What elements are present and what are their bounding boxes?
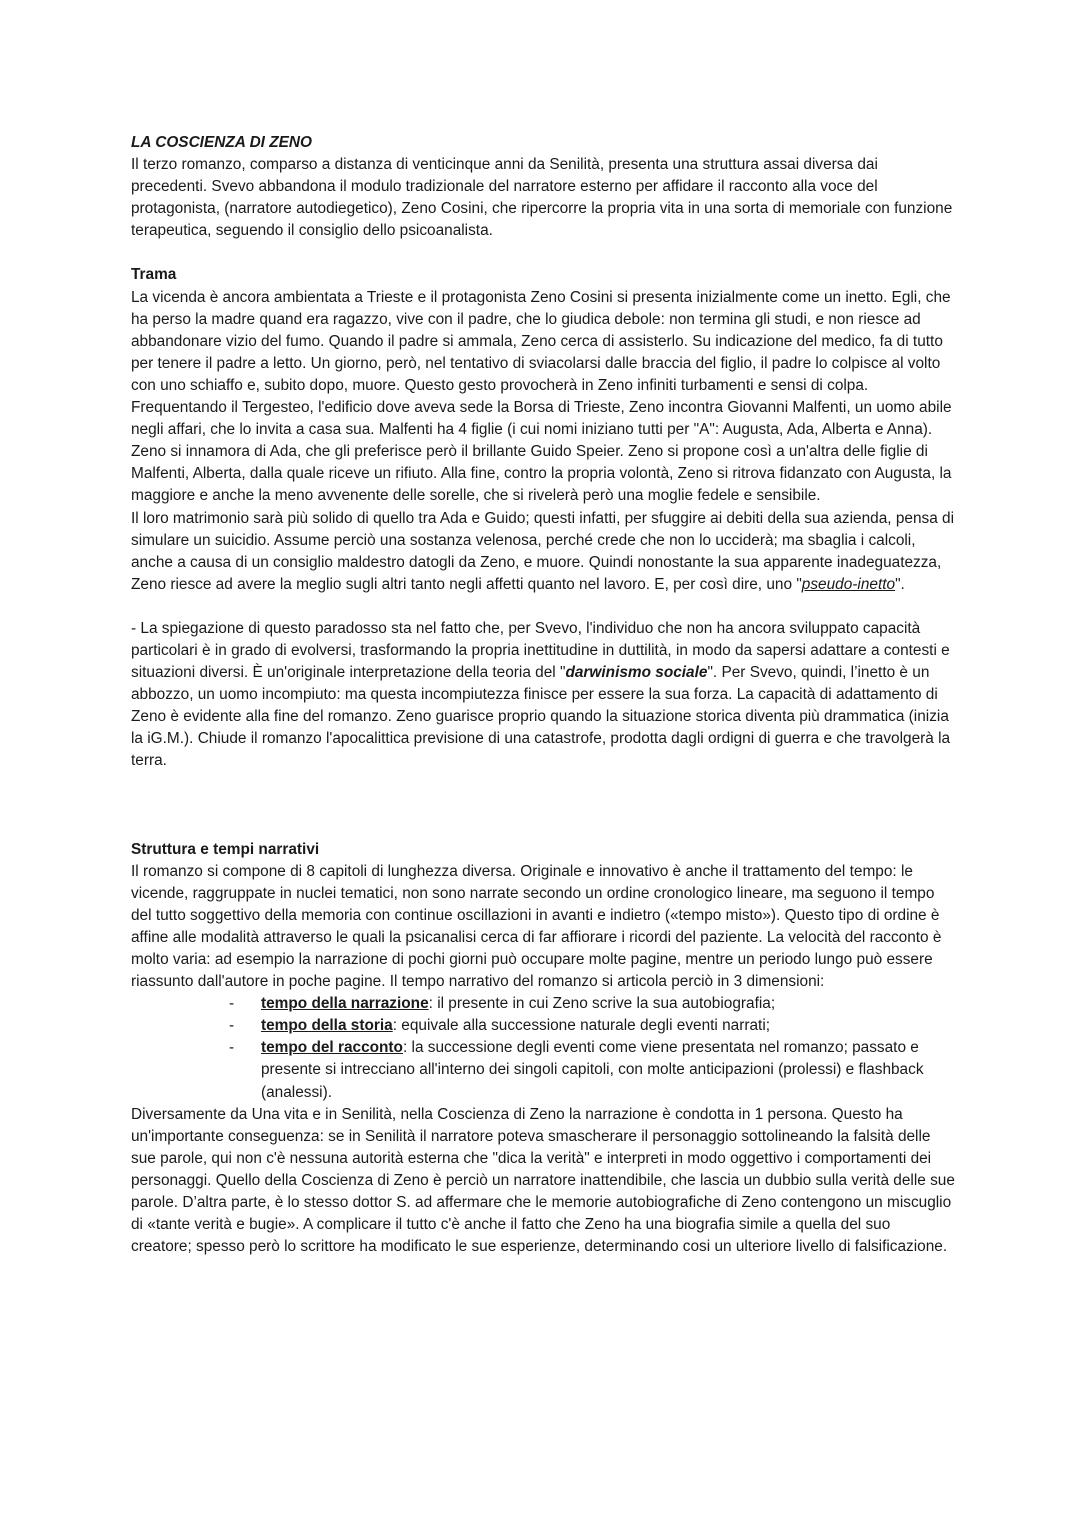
struttura-paragraph-1: Il romanzo si compone di 8 capitoli di lunghezza diversa. Originale e innovativo è anche il trattamento del tempo: le vicende, raggruppate in nuclei tematici, non sono narrate secondo un ordine cronologico lineare, ma seguono il tempo del tutto soggettivo della memoria con continue oscillazioni in avanti e indietro («tempo misto»). Questo tipo di ordine è affine alle modalità attraverso le quali la psicanalisi cerca di far affiorare i ricordi del paziente. La velocità del racconto è molto varia: ad esempio la narrazione di pochi giorni può occupare molte pagine, mentre un periodo lungo può essere riassunto dall'autore in poche pagine. Il tempo narrativo del romanzo si articola perciò in 3 dimensioni: xyxy=(131,862,942,991)
struttura-paragraph-2: Diversamente da Una vita e in Senilità, nella Coscienza di Zeno la narrazione è condotta in 1 persona. Questo ha un'importante conseguenza: se in Senilità il narratore poteva smascherare il personaggio sottolineando la falsità delle sue parole, qui non c'è nessuna autorità esterna che "dica la verità" e interpreti in modo oggettivo i comportamenti dei personaggi. Quello della Coscienza di Zeno è perciò un narratore inattendibile, che lascia un dubbio sulla verità delle sue parole. D’altra parte, è lo stesso dottor S. ad affermare che le memorie autobiografiche di Zeno contengono un miscuglio di «tante verità e bugie». A complicare il tutto c'è anche il fatto che Zeno ha una biografia simile a quella del suo creatore; spesso però lo scrittore ha modificato le sue esperienze, determinando cosi un ulteriore livello di falsificazione. xyxy=(131,1105,955,1256)
emphasis-text: Ada xyxy=(269,443,297,461)
dash-bullet: - xyxy=(229,995,235,1013)
emphasis-text: Guido Speier xyxy=(530,443,620,461)
list-text: : la successione degli eventi come viene presentata nel romanzo; passato e presente si intrecciano all'interno dei singoli capitoli, con molte anticipazioni (prolessi) e flashback (analessi). xyxy=(261,1039,924,1101)
list-text: : equivale alla successione naturale degli eventi narrati; xyxy=(392,1017,771,1035)
list-term: tempo della storia xyxy=(261,1017,393,1035)
dash-bullet: - xyxy=(229,1017,235,1035)
list-item xyxy=(229,1015,955,1037)
trama-paragraph-3: - La spiegazione di questo paradosso sta nel fatto che, per Svevo, l'individuo che non ha ancora sviluppato capacità particolari è in grado di evolversi, trasformando la propria inettitudine in duttilità, in modo da sapersi adattare a contesti e situazioni diversi. È un'originale interpretazione della teoria del "darwinismo sociale". Per Svevo, quindi, l’inetto è un abbozzo, un uomo incompiuto: ma questa incompiutezza finisce per essere la sua forza. La capacità di adattamento di Zeno è evidente alla fine del romanzo. Zeno guarisce proprio quando la situazione storica diventa più drammatica (inizia la iG.M.). Chiude il romanzo l'apocalittica previsione di una catastrofe, prodotta dagli ordigni di guerra e che travolgerà la terra. xyxy=(131,619,951,770)
emphasis-text: Alberta xyxy=(192,465,242,483)
tempi-list xyxy=(131,993,955,1103)
emphasis-text: Zeno Cosini xyxy=(401,200,484,218)
section-heading-trama: Trama xyxy=(131,266,177,284)
emphasis-text: Augusta xyxy=(874,465,931,483)
list-item xyxy=(229,993,955,1015)
list-term: tempo della narrazione xyxy=(261,995,429,1013)
dash-bullet: - xyxy=(229,1039,235,1057)
document-title: LA COSCIENZA DI ZENO xyxy=(131,134,312,151)
list-item xyxy=(229,1037,955,1103)
document-page xyxy=(131,132,955,1258)
trama-paragraph-1: La vicenda è ancora ambientata a Trieste e il protagonista Zeno Cosini si presenta inizialmente come un inetto. Egli, che ha perso la madre quand era ragazzo, vive con il padre, che lo giudica debole: non termina gli studi, e non riesce ad abbandonare vizio del fumo. Quando il padre si ammala, Zeno cerca di assisterlo. Su indicazione del medico, fa di tutto per tenere il padre a letto. Un giorno, però, nel tentativo di sviacolarsi dalle braccia del figlio, il padre lo colpisce al volto con uno schiaffo e, subito dopo, muore. Questo gesto provocherà in Zeno infiniti turbamenti e sensi di colpa. Frequentando il Tergesteo, l'edificio dove aveva sede la Borsa di Trieste, Zeno incontra Giovanni Malfenti, un uomo abile negli affari, che lo invita a casa sua. Malfenti ha 4 figlie (i cui nomi iniziano tutti per "A": Augusta, Ada, Alberta e Anna). Zeno si innamora di Ada, che gli preferisce però il brillante Guido Speier. Zeno si propone così a un'altra delle figlie di Malfenti, Alberta, dalla quale riceve un rifiuto. Alla fine, contro la propria volontà, Zeno si ritrova fidanzato con Augusta, la maggiore e anche la meno avvenente delle sorelle, che si rivelerà però una moglie fedele e sensibile. xyxy=(131,288,952,505)
emphasis-text: darwinismo sociale xyxy=(565,664,708,682)
emphasis-text: pseudo-inetto xyxy=(801,575,896,593)
section-heading-struttura: Struttura e tempi narrativi xyxy=(131,840,320,858)
trama-paragraph-2: Il loro matrimonio sarà più solido di quello tra Ada e Guido; questi infatti, per sfuggire ai debiti della sua azienda, pensa di simulare un suicidio. Assume perciò una sostanza velenosa, perché crede che non lo ucciderà; ma sbaglia i calcoli, anche a causa di un consiglio maldestro datogli da Zeno, e muore. Quindi nonostante la sua apparente inadeguatezza, Zeno riesce ad avere la meglio sugli altri tanto negli affetti quanto nel lavoro. E, per così dire, uno "pseudo-inetto". xyxy=(131,509,955,593)
emphasis-text: narratore inattendibile xyxy=(513,1171,663,1189)
list-text: : il presente in cui Zeno scrive la sua autobiografia; xyxy=(428,995,776,1013)
list-term: tempo del racconto xyxy=(261,1039,403,1057)
emphasis-text: Giovanni Malfenti xyxy=(727,399,847,417)
intro-paragraph: Il terzo romanzo, comparso a distanza di venticinque anni da Senilità, presenta una struttura assai diversa dai precedenti. Svevo abbandona il modulo tradizionale del narratore esterno per affidare il racconto alla voce del protagonista, (narratore autodiegetico), Zeno Cosini, che ripercorre la propria vita in una sorta di memoriale con funzione terapeutica, seguendo il consiglio dello psicoanalista. xyxy=(131,156,953,240)
emphasis-text: padre xyxy=(468,310,508,328)
